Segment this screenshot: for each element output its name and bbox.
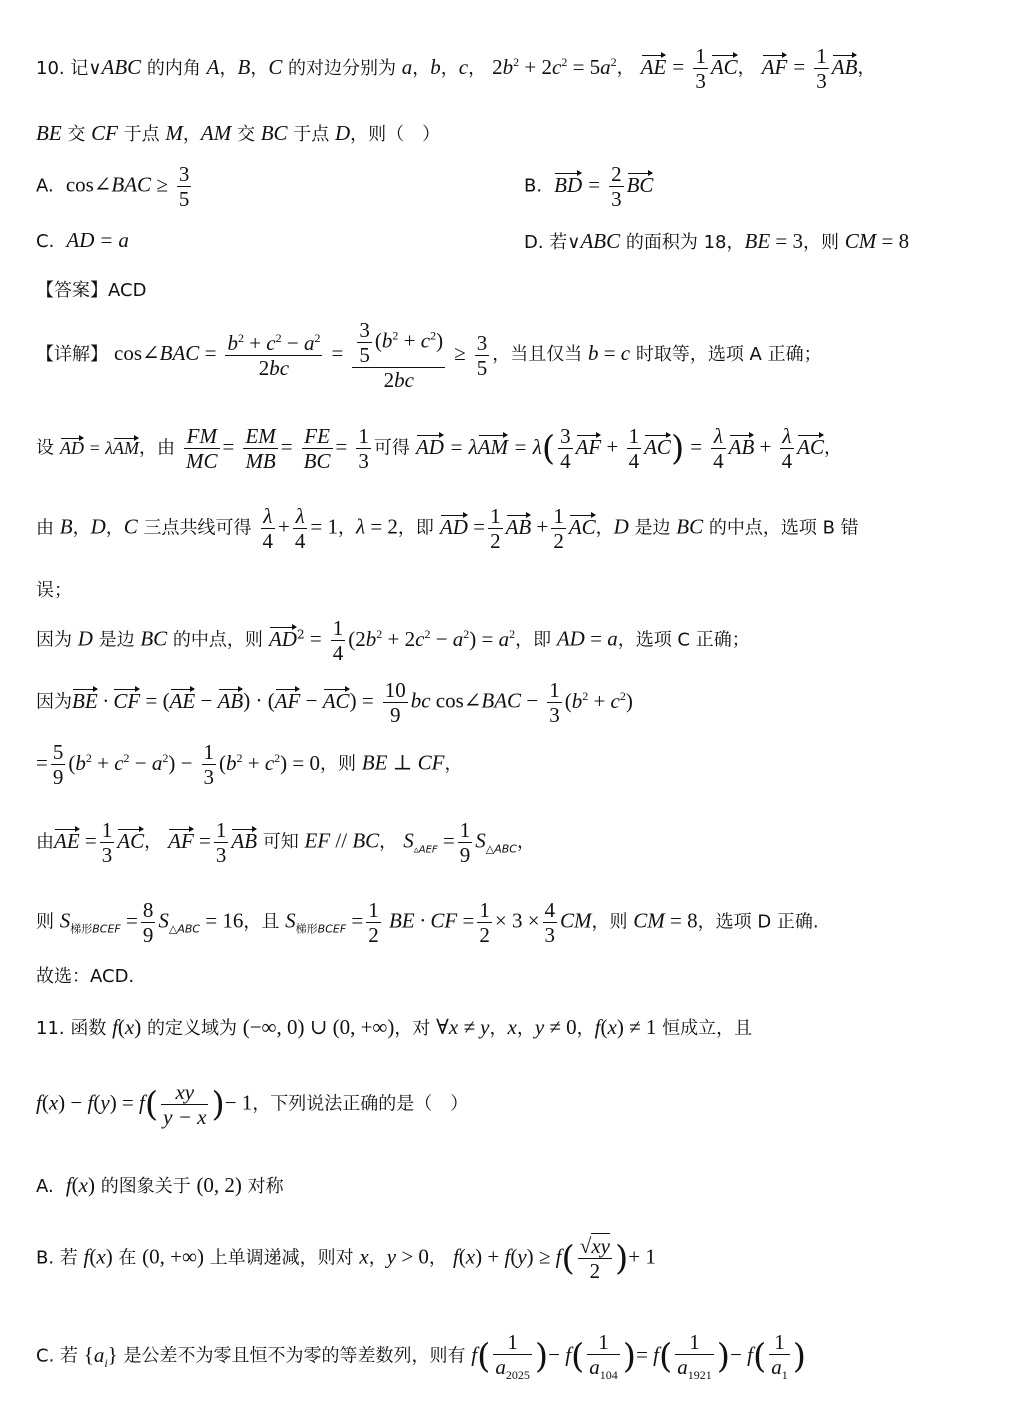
- q11-stem-line-1: 11. 函数 f(x) 的定义域为 (−∞, 0) ∪ (0, +∞)，对 ∀x ≠ y，x，y ≠ 0，f(x) ≠ 1 恒成立，且: [36, 1015, 753, 1039]
- q11-option-b: B. 若 f(x) 在 (0, +∞) 上单调递减，则对 x，y > 0， f(x) + f(y) ≥ f( $\frac{√xy}{2}$ )+ 1: [36, 1234, 656, 1284]
- solution-line-7: = $\frac{5}{9}$ $(b^2 + c^2 - a^2)$ − $\frac{1}{3}$ $(b^2 + c^2) = 0$，则 BE ⊥ CF，: [36, 740, 463, 790]
- q10-option-c: C. AD = a: [36, 228, 129, 252]
- q11-option-a: A. f(x) 的图象关于 (0, 2) 对称: [36, 1173, 284, 1197]
- q10-answer: [36, 276, 146, 302]
- solution-line-6: 因为BE · CF = (AE − AB) · (AF − AC) = $\frac{10}{9}$ bc cos∠BAC − $\frac{1}{3}$ $(b^2 + c^2)$: [36, 678, 633, 728]
- q10-option-d: D. 若∨ABC 的面积为 18，BE = 3，则 CM = 8: [524, 229, 910, 253]
- answer-value: ACD: [108, 280, 147, 301]
- q10-stem-line-1: 10. 记∨ABC 的内角 A，B，C 的对边分别为 a，b，c， $2b^2 + 2c^2 = 5a^2$， AE = $\frac{1}{3}$ AC， AF = $\frac{1}{3}$ AB，: [36, 44, 876, 94]
- solution-line-1: 【详解】 cos∠BAC = $\frac{b^2 + c^2 - a^2}{2bc}$ = $\frac{3}{5}$ $(b^2 + c^2)$ 2bc ≥ $\frac{3}{5}$ ，当且仅当 b = c 时取等，选项 A 正确；: [36, 318, 822, 393]
- answer-label: 【答案】: [36, 280, 108, 301]
- solution-line-8: 由AE = $\frac{1}{3}$ AC， AF = $\frac{1}{3}$ AB 可知 EF // BC， $S_{▵AEF}$ = $\frac{1}{9}$ $S_{\triangle ABC}$，: [36, 818, 535, 868]
- solution-line-3: 由 B，D，C 三点共线可得 $\frac{\lambda}{4}$ + $\frac{\lambda}{4}$ = 1，λ = 2，即 AD = $\frac{1}{2}$ AB + $\frac{1}{2}$ AC，D 是边 BC 的中点，选项 B 错: [36, 504, 859, 554]
- solution-line-9: 则 $S_{梯形BCEF}$ = $\frac{8}{9}$ $S_{\triangle ABC} = 16$，且 $S_{梯形BCEF}$ = $\frac{1}{2}$ BE · CF = $\frac{1}{2}$ × 3 × $\frac{4}{3}$ CM，则 CM = 8，选项 D 正确.: [36, 898, 819, 948]
- q11-option-c: C. 若 $\{a_i\}$ 是公差不为零且恒不为零的等差数列，则有 f( $\frac{1}{a_{2025}}$ )− f( $\frac{1}{a_{104}}$ )= f( $\frac{1}{a_{1921}}$ )− f( $\frac{1}{a_1}$ ): [36, 1330, 806, 1383]
- q11-stem-line-2: f(x) − f(y) = f( $\frac{xy}{y - x}$ )− 1，下列说法正确的是（ ）: [36, 1080, 469, 1130]
- solution-line-2: 设 AD = λAM，由 $\frac{FM}{MC}$ = $\frac{EM}{MB}$ = $\frac{FE}{BC}$ = $\frac{1}{3}$ 可得 AD = λAM = λ( $\frac{3}{4}$ AF + $\frac{1}{4}$ AC) = $\frac{\lambda}{4}$ AB + $\frac{\lambda}{4}$ AC，: [36, 424, 842, 474]
- q10-stem-line-2: BE 交 CF 于点 M，AM 交 BC 于点 D，则（ ）: [36, 121, 441, 145]
- q10-option-a: A. cos∠BAC ≥ $\frac{3}{5}$: [36, 162, 190, 212]
- solution-line-4: 误；: [36, 580, 72, 601]
- solution-line-10: 故选：ACD.: [36, 966, 135, 987]
- solution-line-5: 因为 D 是边 BC 的中点，则 $AD^2$ = $\frac{1}{4}$ $(2b^2 + 2c^2 - a^2) = a^2$，即 AD = a，选项 C 正确；: [36, 616, 750, 666]
- q10-option-b: B. BD = $\frac{2}{3}$ BC: [524, 162, 654, 212]
